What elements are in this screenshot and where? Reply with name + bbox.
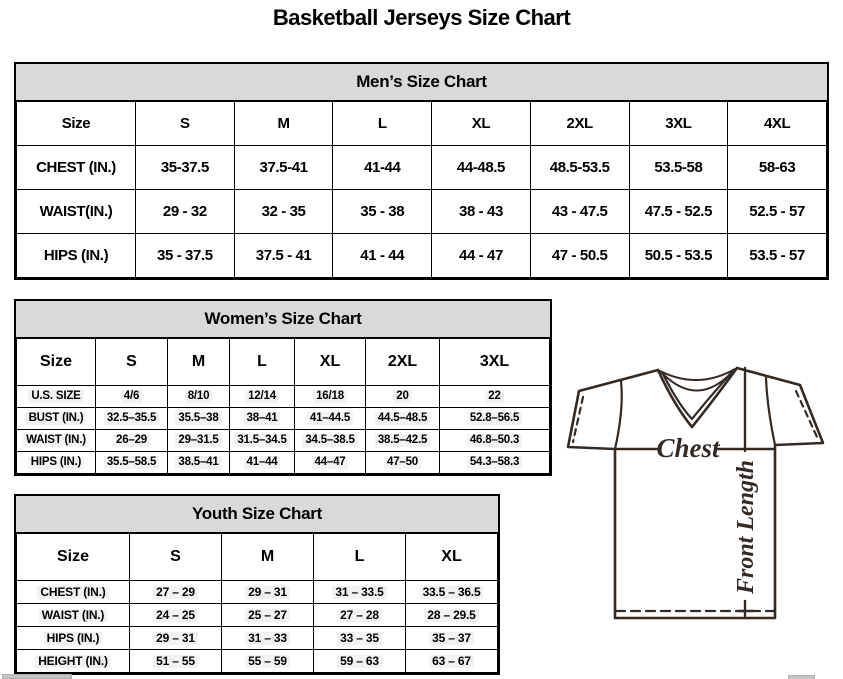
mens-cell: 53.5-58 [629, 146, 728, 190]
mens-cell: 35-37.5 [136, 146, 235, 190]
mens-size-chart [14, 62, 829, 280]
mens-chart-title: Men’s Size Chart [16, 64, 827, 101]
womens-table-row [17, 430, 550, 452]
mens-cell: 35 - 37.5 [136, 234, 235, 278]
womens-row-label: BUST (IN.) [17, 408, 96, 430]
mens-cell: 41-44 [333, 146, 432, 190]
mens-column-header: 3XL [629, 102, 728, 146]
womens-cell: 35.5–38 [168, 408, 230, 430]
womens-cell: 32.5–35.5 [96, 408, 168, 430]
youth-cell: 63 – 67 [406, 650, 498, 673]
youth-size-table [16, 533, 498, 673]
jersey-diagram [552, 363, 836, 625]
youth-cell: 33 – 35 [314, 627, 406, 650]
horizontal-scrollbar-thumb[interactable] [2, 674, 72, 679]
womens-cell: 31.5–34.5 [230, 430, 295, 452]
youth-header-row [17, 534, 498, 581]
youth-row-label: WAIST (IN.) [17, 604, 130, 627]
mens-cell: 35 - 38 [333, 190, 432, 234]
mens-cell: 41 - 44 [333, 234, 432, 278]
mens-column-header: 4XL [728, 102, 827, 146]
youth-row-label: CHEST (IN.) [17, 581, 130, 604]
womens-corner-header: Size [17, 339, 96, 386]
womens-cell: 44.5–48.5 [366, 408, 440, 430]
page-title: Basketball Jerseys Size Chart [272, 5, 571, 30]
youth-cell: 31 – 33.5 [314, 581, 406, 604]
youth-cell: 35 – 37 [406, 627, 498, 650]
youth-corner-header: Size [17, 534, 130, 581]
youth-cell: 33.5 – 36.5 [406, 581, 498, 604]
womens-cell: 16/18 [295, 386, 366, 408]
mens-row-label: WAIST(IN.) [17, 190, 136, 234]
mens-cell: 47.5 - 52.5 [629, 190, 728, 234]
womens-column-header: 3XL [440, 339, 550, 386]
youth-column-header: S [130, 534, 222, 581]
chest-label: Chest [656, 433, 720, 463]
womens-cell: 38–41 [230, 408, 295, 430]
mens-column-header: 2XL [530, 102, 629, 146]
womens-cell: 41–44 [230, 452, 295, 474]
collar-outer-v [658, 368, 737, 427]
womens-row-label: HIPS (IN.) [17, 452, 96, 474]
youth-column-header: XL [406, 534, 498, 581]
youth-cell: 29 – 31 [222, 581, 314, 604]
mens-cell: 44-48.5 [432, 146, 531, 190]
collar-rib-arc-top [660, 369, 735, 380]
womens-cell: 12/14 [230, 386, 295, 408]
mens-cell: 47 - 50.5 [530, 234, 629, 278]
youth-size-chart [14, 494, 500, 675]
front-length-label: Front Length [733, 459, 759, 595]
jersey-outline [568, 368, 823, 618]
youth-row-label: HIPS (IN.) [17, 627, 130, 650]
youth-cell: 29 – 31 [130, 627, 222, 650]
mens-table-row [17, 146, 827, 190]
youth-table-row [17, 581, 498, 604]
mens-cell: 43 - 47.5 [530, 190, 629, 234]
mens-cell: 37.5-41 [234, 146, 333, 190]
youth-table-row [17, 627, 498, 650]
womens-cell: 44–47 [295, 452, 366, 474]
womens-cell: 52.8–56.5 [440, 408, 550, 430]
womens-table-row [17, 408, 550, 430]
mens-column-header: S [136, 102, 235, 146]
mens-header-row [17, 102, 827, 146]
mens-cell: 37.5 - 41 [234, 234, 333, 278]
mens-column-header: M [234, 102, 333, 146]
mens-size-table [16, 101, 827, 278]
womens-table-row [17, 386, 550, 408]
womens-cell: 8/10 [168, 386, 230, 408]
mens-row-label: CHEST (IN.) [17, 146, 136, 190]
youth-row-label: HEIGHT (IN.) [17, 650, 130, 673]
mens-column-header: L [333, 102, 432, 146]
mens-cell: 29 - 32 [136, 190, 235, 234]
womens-cell: 35.5–58.5 [96, 452, 168, 474]
womens-cell: 20 [366, 386, 440, 408]
youth-table-row [17, 604, 498, 627]
mens-table-row [17, 234, 827, 278]
mens-cell: 44 - 47 [432, 234, 531, 278]
youth-cell: 25 – 27 [222, 604, 314, 627]
mens-cell: 48.5-53.5 [530, 146, 629, 190]
youth-cell: 31 – 33 [222, 627, 314, 650]
youth-cell: 28 – 29.5 [406, 604, 498, 627]
armhole-left-seam [615, 381, 622, 449]
youth-column-header: L [314, 534, 406, 581]
womens-column-header: L [230, 339, 295, 386]
womens-cell: 26–29 [96, 430, 168, 452]
youth-cell: 24 – 25 [130, 604, 222, 627]
youth-cell: 55 – 59 [222, 650, 314, 673]
womens-size-chart [14, 299, 552, 476]
youth-cell: 59 – 63 [314, 650, 406, 673]
mens-table-row [17, 190, 827, 234]
womens-table-row [17, 452, 550, 474]
womens-row-label: U.S. SIZE [17, 386, 96, 408]
womens-cell: 47–50 [366, 452, 440, 474]
womens-row-label: WAIST (IN.) [17, 430, 96, 452]
mens-cell: 50.5 - 53.5 [629, 234, 728, 278]
mens-cell: 52.5 - 57 [728, 190, 827, 234]
womens-header-row [17, 339, 550, 386]
mens-row-label: HIPS (IN.) [17, 234, 136, 278]
mens-cell: 53.5 - 57 [728, 234, 827, 278]
womens-column-header: XL [295, 339, 366, 386]
scrollbar-fragment[interactable] [788, 675, 815, 679]
womens-cell: 4/6 [96, 386, 168, 408]
womens-size-table [16, 338, 550, 474]
mens-cell: 58-63 [728, 146, 827, 190]
womens-column-header: M [168, 339, 230, 386]
womens-cell: 38.5–41 [168, 452, 230, 474]
womens-cell: 22 [440, 386, 550, 408]
womens-cell: 54.3–58.3 [440, 452, 550, 474]
mens-column-header: XL [432, 102, 531, 146]
womens-cell: 41–44.5 [295, 408, 366, 430]
youth-cell: 27 – 28 [314, 604, 406, 627]
youth-column-header: M [222, 534, 314, 581]
mens-corner-header: Size [17, 102, 136, 146]
womens-column-header: S [96, 339, 168, 386]
youth-cell: 27 – 29 [130, 581, 222, 604]
womens-cell: 46.8–50.3 [440, 430, 550, 452]
armhole-right-seam [766, 377, 775, 445]
youth-chart-title: Youth Size Chart [16, 496, 498, 533]
womens-cell: 34.5–38.5 [295, 430, 366, 452]
womens-cell: 38.5–42.5 [366, 430, 440, 452]
womens-chart-title: Women’s Size Chart [16, 301, 550, 338]
womens-cell: 29–31.5 [168, 430, 230, 452]
youth-cell: 51 – 55 [130, 650, 222, 673]
mens-cell: 32 - 35 [234, 190, 333, 234]
youth-table-row [17, 650, 498, 673]
mens-cell: 38 - 43 [432, 190, 531, 234]
womens-column-header: 2XL [366, 339, 440, 386]
